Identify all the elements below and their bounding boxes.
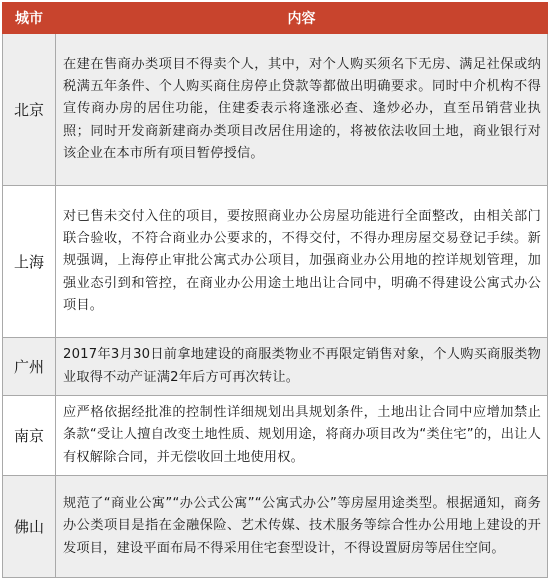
- table-row: [3, 186, 548, 338]
- content-column-header: 内容: [56, 3, 548, 34]
- table-row: [3, 338, 548, 396]
- content-cell: 应严格依据经批准的控制性详细规划出具规划条件，土地出让合同中应增加禁止条款“受让人擅自改变土地性质、规划用途，将商办项目改为“类住宅”的，出让人有权解除合同，并无偿收回土地使用权。: [56, 396, 548, 476]
- content-cell: 对已售未交付入住的项目，要按照商业办公房屋功能进行全面整改，由相关部门联合验收，不符合商业办公要求的，不得交付，不得办理房屋交易登记手续。新规强调，上海停止审批公寓式办公项目，加强商业办公用地的控详规划管理，加强业态引到和管控，在商业办公用途土地出让合同中，明确不得建设公寓式办公项目。: [56, 186, 548, 338]
- table-row: [3, 396, 548, 476]
- city-cell: 北京: [3, 34, 56, 186]
- content-cell: 2017年3月30日前拿地建设的商服类物业不再限定销售对象，个人购买商服类物业取得不动产证满2年后方可再次转让。: [56, 338, 548, 396]
- table-row: [3, 476, 548, 578]
- city-cell: 佛山: [3, 476, 56, 578]
- city-cell: 广州: [3, 338, 56, 396]
- table-row: [3, 34, 548, 186]
- city-column-header: 城市: [3, 3, 56, 34]
- city-cell: 上海: [3, 186, 56, 338]
- content-cell: 在建在售商办类项目不得卖个人，其中，对个人购买须名下无房、满足社保或纳税满五年条件、个人购买商住房停止贷款等都做出明确要求。同时中介机构不得宣传商办房的居住功能，住建委表示将逢涨必查、逢炒必办，直至吊销营业执照；同时开发商新建商办类项目改居住用途的，将被依法收回土地，商业银行对该企业在本市所有项目暂停授信。: [56, 34, 548, 186]
- table-header-row: [3, 3, 548, 34]
- policy-table: [2, 2, 548, 578]
- city-cell: 南京: [3, 396, 56, 476]
- content-cell: 规范了“商业公寓”“办公式公寓”“公寓式办公”等房屋用途类型。根据通知，商务办公类项目是指在金融保险、艺术传媒、技术服务等综合性办公用地上建设的开发项目，建设平面布局不得采用住宅套型设计，不得设置厨房等居住空间。: [56, 476, 548, 578]
